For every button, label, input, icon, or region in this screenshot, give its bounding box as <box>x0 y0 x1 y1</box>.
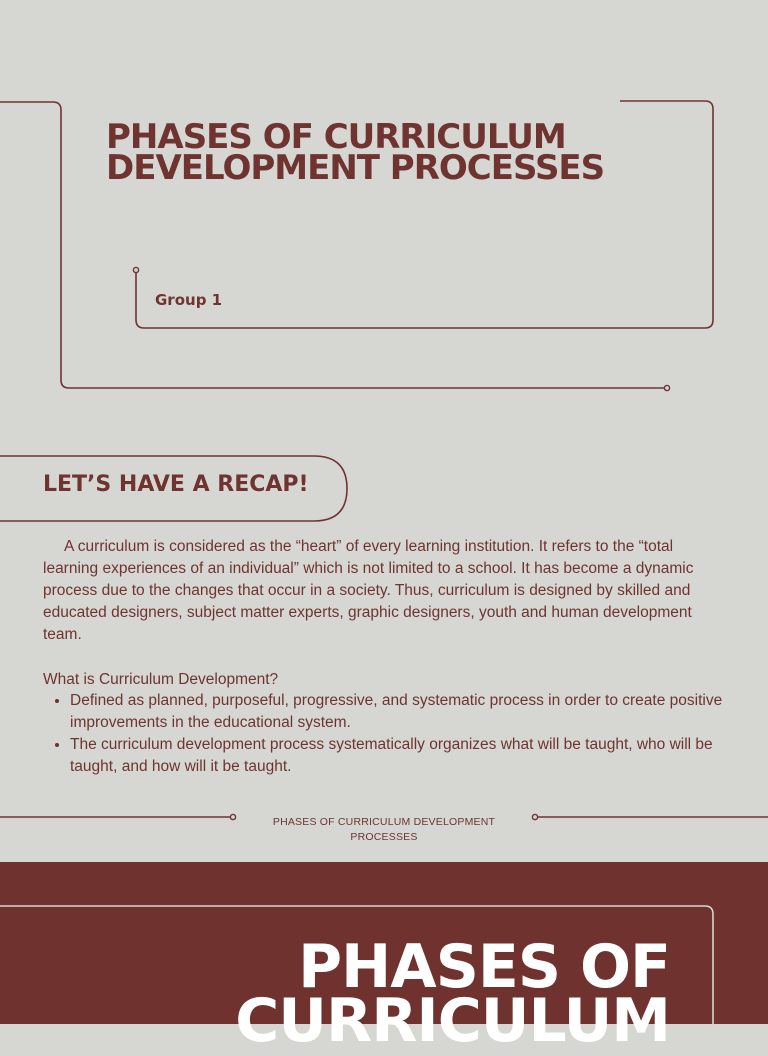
group-label: Group 1 <box>155 291 223 309</box>
page-2-title: PHASES OF CURRICULUM <box>235 932 670 1056</box>
list-item: • The curriculum development process systematically organizes what will be taught, who will be taught, and how will it be taught. <box>70 734 750 778</box>
list-item: • Defined as planned, purposeful, progressive, and systematic process in order to create positive improvements in the educational system. <box>70 690 750 734</box>
question-line: What is Curriculum Development? <box>43 671 279 688</box>
page-title: PHASES OF CURRICULUM DEVELOPMENT PROCESSES <box>106 117 605 188</box>
footer-caption: PHASES OF CURRICULUM DEVELOPMENT PROCESSES <box>272 816 496 843</box>
intro-paragraph: A curriculum is considered as the “heart” of every learning institution. It refers to the “total learning experiences of an individual” which is not limited to a school. It has become a dynamic process due to the changes that occur in a society. Thus, curriculum is designed by skilled and educated designers, subject matter experts, graphic designers, youth and human development team. <box>43 538 694 643</box>
definition-list <box>43 690 750 778</box>
recap-heading: LET’S HAVE A RECAP! <box>43 472 309 497</box>
